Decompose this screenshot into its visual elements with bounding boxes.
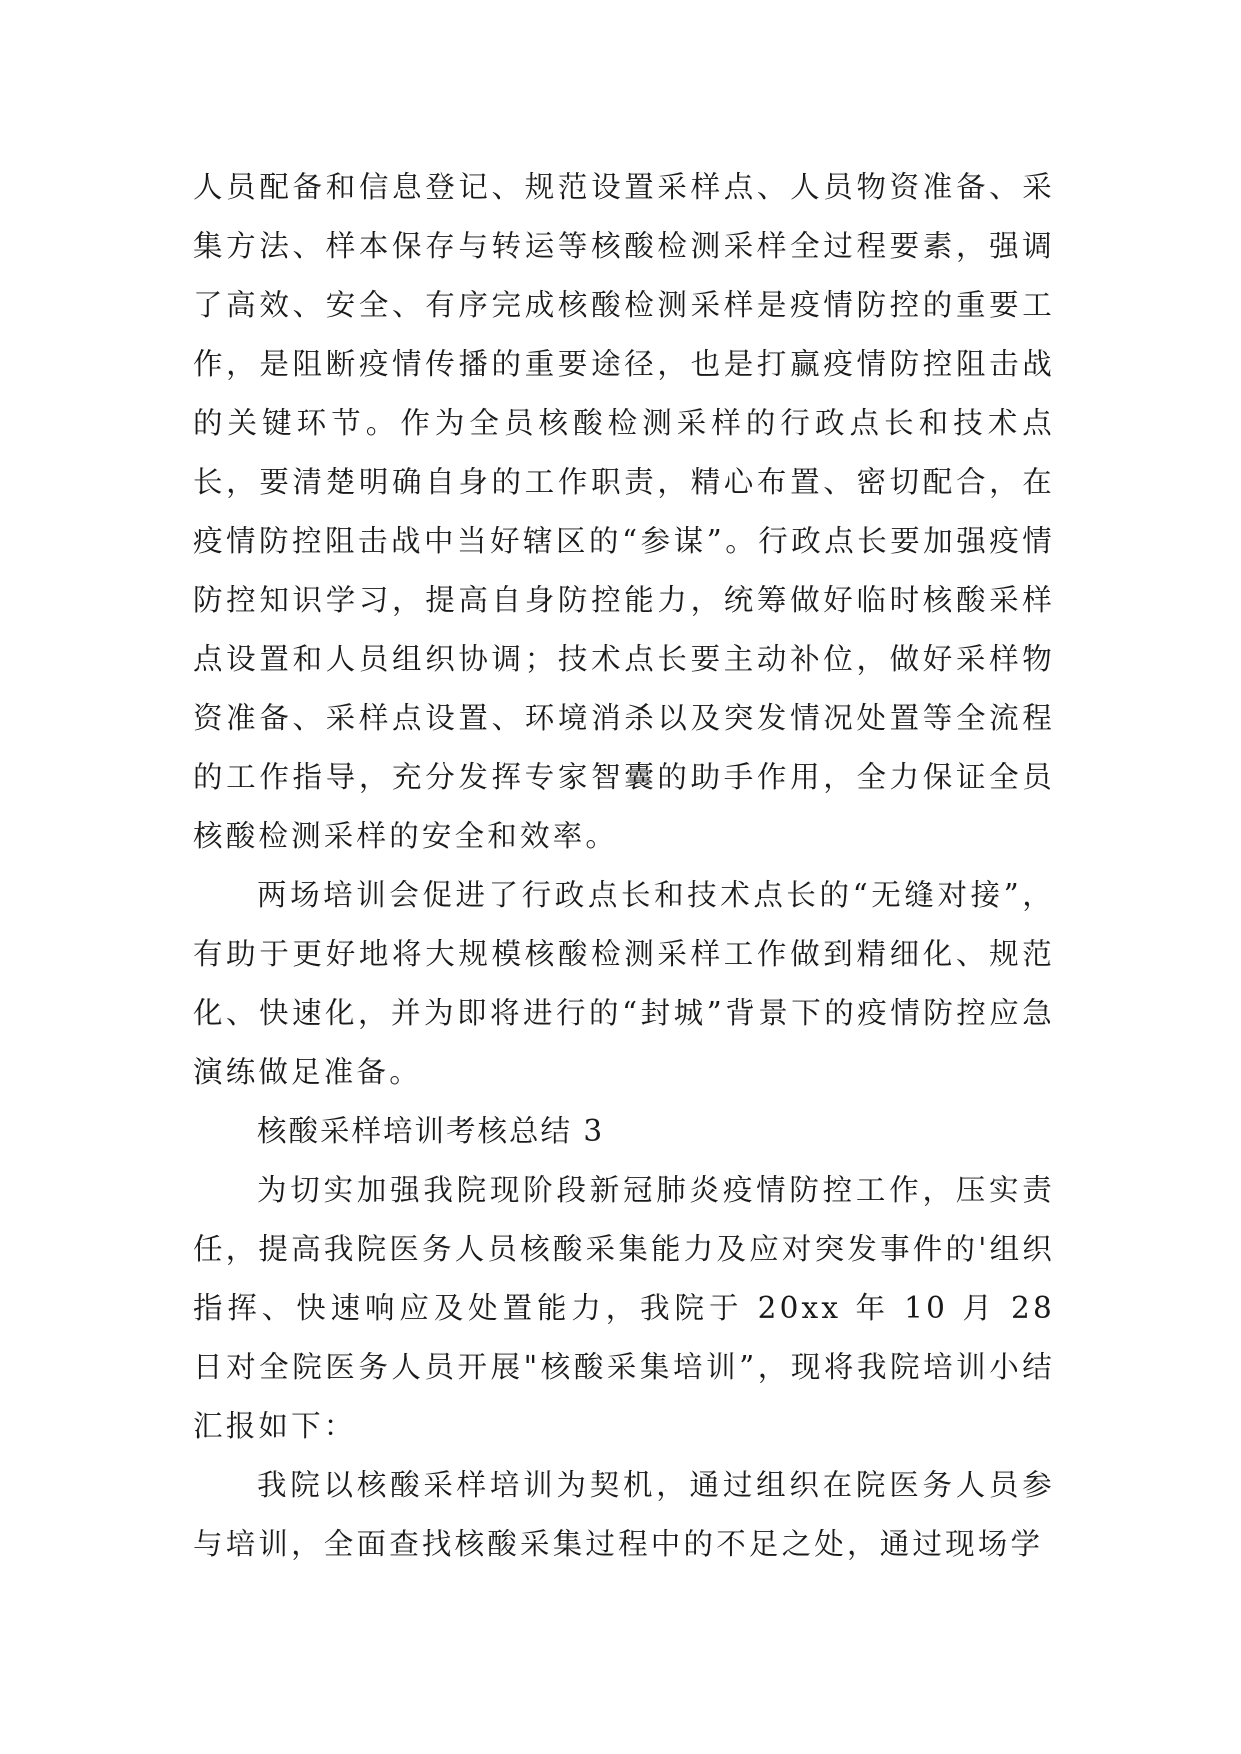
paragraph-continuation: 人员配备和信息登记、规范设置采样点、人员物资准备、采集方法、样本保存与转运等核酸检测采样全过程要素，强调了高效、安全、有序完成核酸检测采样是疫情防控的重要工作，是阻断疫情传播的重要途径，也是打赢疫情防控阻击战的关键环节。作为全员核酸检测采样的行政点长和技术点长，要清楚明确自身的工作职责，精心布置、密切配合，在疫情防控阻击战中当好辖区的“参谋”。行政点长要加强疫情防控知识学习，提高自身防控能力，统筹做好临时核酸采样点设置和人员组织协调；技术点长要主动补位，做好采样物资准备、采样点设置、环境消杀以及突发情况处置等全流程的工作指导，充分发挥专家智囊的助手作用，全力保证全员核酸检测采样的安全和效率。	[193, 170, 1055, 853]
paragraph-body: 我院以核酸采样培训为契机，通过组织在院医务人员参与培训，全面查找核酸采集过程中的不足之处，通过现场学	[193, 1468, 1055, 1561]
section-heading: 核酸采样培训考核总结 3	[257, 1114, 605, 1148]
paragraph-intro: 为切实加强我院现阶段新冠肺炎疫情防控工作，压实责任，提高我院医务人员核酸采集能力及应对突发事件的'组织指挥、快速响应及处置能力，我院于 20xx 年 10 月 28 日对全院医务人员开展"核酸采集培训”，现将我院培训小结汇报如下：	[193, 1173, 1055, 1443]
document-body	[193, 158, 1055, 1574]
paragraph-training-summary: 两场培训会促进了行政点长和技术点长的“无缝对接”，有助于更好地将大规模核酸检测采样工作做到精细化、规范化、快速化，并为即将进行的“封城”背景下的疫情防控应急演练做足准备。	[193, 878, 1055, 1089]
